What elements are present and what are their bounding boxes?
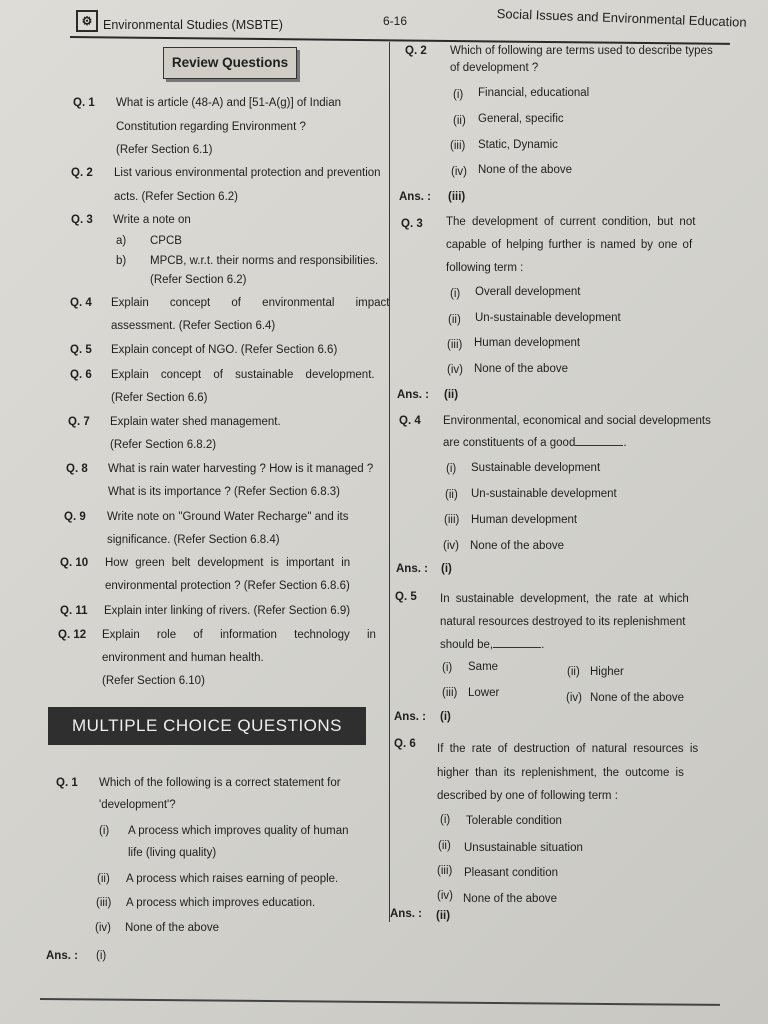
mcq-q3-line3: following term : xyxy=(446,262,524,274)
mcq-q4-blank-end: . xyxy=(623,437,627,449)
page-header xyxy=(0,0,768,40)
mcq-q4-blank xyxy=(575,435,623,446)
mcq-q2-number: Q. 2 xyxy=(405,45,427,57)
mcq-q2-option3-num: (iii) xyxy=(450,140,466,152)
review-q3-sub-b-label: b) xyxy=(116,255,127,267)
mcq-q5-option4-num: (iv) xyxy=(566,692,582,704)
review-q12-line1: Explain role of information technology in xyxy=(102,629,376,641)
review-q12-number: Q. 12 xyxy=(58,629,87,641)
mcq-q6-option1-text: Tolerable condition xyxy=(466,815,562,827)
mcq-q5-option1-num: (i) xyxy=(442,662,453,674)
mcq-q6-option2-text: Unsustainable situation xyxy=(464,842,583,854)
mcq-q6-answer-label: Ans. : xyxy=(390,908,422,920)
mcq-q1-option4-num: (iv) xyxy=(95,922,111,934)
mcq-q3-number: Q. 3 xyxy=(401,218,423,230)
mcq-q6-number: Q. 6 xyxy=(394,738,416,750)
review-q9-number: Q. 9 xyxy=(64,511,86,523)
mcq-q5-number: Q. 5 xyxy=(395,591,417,603)
mcq-q6-line3: described by one of following term : xyxy=(437,790,618,802)
mcq-q6-option3-text: Pleasant condition xyxy=(464,867,558,879)
mcq-q2-option4-text: None of the above xyxy=(478,164,572,176)
review-q3-sub-b-text: MPCB, w.r.t. their norms and responsibilities. xyxy=(150,255,379,267)
review-q2-line2: acts. (Refer Section 6.2) xyxy=(114,191,238,203)
mcq-q3-option1-text: Overall development xyxy=(475,286,581,298)
publisher-logo-icon: ⚙ xyxy=(76,10,98,32)
review-q6-line1: Explain concept of sustainable development. xyxy=(111,369,375,381)
review-q12-line2: environment and human health. xyxy=(102,652,264,664)
review-q4-line1: Explain concept of environmental impact xyxy=(111,297,390,309)
mcq-section-title: MULTIPLE CHOICE QUESTIONS xyxy=(71,716,343,735)
review-q3-line1: Write a note on xyxy=(113,214,191,226)
review-questions-title: Review Questions xyxy=(171,55,289,70)
mcq-q2-option2-num: (ii) xyxy=(453,115,466,127)
review-q5-number: Q. 5 xyxy=(70,344,92,356)
column-divider xyxy=(389,42,390,922)
review-q7-line2: (Refer Section 6.8.2) xyxy=(110,439,217,451)
mcq-q4-line1: Environmental, economical and social developments xyxy=(443,415,711,427)
mcq-q1-number: Q. 1 xyxy=(56,777,78,789)
review-questions-box xyxy=(163,47,297,79)
mcq-q2-answer: (iii) xyxy=(448,191,466,203)
mcq-q5-line1: In sustainable development, the rate at which xyxy=(440,593,689,605)
mcq-q6-option2-num: (ii) xyxy=(438,840,451,852)
review-q6-line2: (Refer Section 6.6) xyxy=(111,392,208,404)
mcq-q2-option3-text: Static, Dynamic xyxy=(478,139,558,151)
mcq-q4-option4-text: None of the above xyxy=(470,540,564,552)
mcq-q4-answer: (i) xyxy=(441,563,452,575)
mcq-q6-answer: (ii) xyxy=(436,910,451,922)
mcq-q3-line1: The development of current condition, but not xyxy=(446,216,696,228)
mcq-q2-line2: of development ? xyxy=(450,62,539,74)
mcq-q6-option4-text: None of the above xyxy=(463,893,557,905)
mcq-q5-option3-text: Lower xyxy=(468,687,500,699)
mcq-q3-option3-text: Human development xyxy=(474,337,581,349)
review-q3-sub-a-text: CPCB xyxy=(150,235,182,247)
mcq-q5-option2-num: (ii) xyxy=(567,666,580,678)
mcq-q4-option1-text: Sustainable development xyxy=(471,462,601,474)
review-q8-line1: What is rain water harvesting ? How is it managed ? xyxy=(108,463,374,475)
mcq-q5-answer: (i) xyxy=(440,711,451,723)
review-q9-line1: Write note on "Ground Water Recharge" and its xyxy=(107,511,349,523)
mcq-q1-option2-num: (ii) xyxy=(97,873,110,885)
mcq-q4-option2-text: Un-sustainable development xyxy=(471,488,617,500)
review-q11-number: Q. 11 xyxy=(60,605,88,617)
review-q1-line2: Constitution regarding Environment ? xyxy=(116,121,306,133)
mcq-q2-option1-num: (i) xyxy=(453,89,464,101)
review-q5-line1: Explain concept of NGO. (Refer Section 6.6) xyxy=(111,344,338,356)
mcq-q3-option1-num: (i) xyxy=(450,288,461,300)
mcq-q1-option3-num: (iii) xyxy=(96,897,112,909)
mcq-q5-option3-num: (iii) xyxy=(442,687,458,699)
mcq-q5-option1-text: Same xyxy=(468,661,499,673)
review-q7-line1: Explain water shed management. xyxy=(110,416,281,428)
review-q7-number: Q. 7 xyxy=(68,416,90,428)
mcq-q3-option4-num: (iv) xyxy=(447,364,463,376)
review-q3-sub-a-label: a) xyxy=(116,235,127,247)
mcq-q4-answer-label: Ans. : xyxy=(396,563,428,575)
review-q3-tail: (Refer Section 6.2) xyxy=(150,274,247,286)
mcq-q2-line1: Which of following are terms used to describe types xyxy=(450,45,713,57)
review-q4-line2: assessment. (Refer Section 6.4) xyxy=(111,320,276,332)
mcq-q6-line2: higher than its replenishment, the outcome is xyxy=(437,767,684,779)
mcq-q6-option3-num: (iii) xyxy=(437,865,453,877)
review-q6-number: Q. 6 xyxy=(70,369,92,381)
mcq-q1-option4-text: None of the above xyxy=(125,922,219,934)
mcq-q1-option3-text: A process which improves education. xyxy=(126,897,316,909)
review-q12-line3: (Refer Section 6.10) xyxy=(102,675,205,687)
review-q1-line3: (Refer Section 6.1) xyxy=(116,144,213,156)
mcq-q1-option1-line2: life (living quality) xyxy=(128,847,217,859)
review-q8-number: Q. 8 xyxy=(66,463,88,475)
mcq-q1-line2: 'development'? xyxy=(99,799,176,811)
mcq-q4-option4-num: (iv) xyxy=(443,540,459,552)
page-number: 6-16 xyxy=(383,14,408,28)
review-q2-number: Q. 2 xyxy=(71,167,93,179)
mcq-q6-option4-num: (iv) xyxy=(437,890,453,902)
review-q3-number: Q. 3 xyxy=(71,214,93,226)
mcq-q1-option2-text: A process which raises earning of people. xyxy=(126,873,339,885)
mcq-q4-option2-num: (ii) xyxy=(445,489,458,501)
mcq-q4-option3-num: (iii) xyxy=(444,514,460,526)
mcq-q1-option1-num: (i) xyxy=(99,825,110,837)
mcq-q3-option2-text: Un-sustainable development xyxy=(475,312,621,324)
mcq-q4-line2 xyxy=(443,432,627,455)
mcq-q4-option1-num: (i) xyxy=(446,463,457,475)
mcq-q3-option4-text: None of the above xyxy=(474,363,568,375)
book-title: Environmental Studies (MSBTE) xyxy=(103,18,283,32)
mcq-q4-line2-text: are constituents of a good xyxy=(443,437,576,449)
footer-rule xyxy=(40,998,720,1006)
mcq-q2-option2-text: General, specific xyxy=(478,113,564,125)
review-q10-line1: How green belt development is important in xyxy=(105,557,351,569)
review-q9-line2: significance. (Refer Section 6.8.4) xyxy=(107,534,280,546)
mcq-q3-option2-num: (ii) xyxy=(448,314,461,326)
mcq-q2-option1-text: Financial, educational xyxy=(478,87,590,99)
mcq-q3-option3-num: (iii) xyxy=(447,339,463,351)
mcq-q4-number: Q. 4 xyxy=(399,415,421,427)
mcq-q4-option3-text: Human development xyxy=(471,514,578,526)
review-q1-line1: What is article (48-A) and [51-A(g)] of Indian xyxy=(116,97,341,109)
mcq-q1-option1-line1: A process which improves quality of human xyxy=(128,825,349,837)
mcq-q5-option2-text: Higher xyxy=(590,666,624,678)
chapter-title: Social Issues and Environmental Education xyxy=(496,6,747,30)
mcq-q2-option4-num: (iv) xyxy=(451,166,467,178)
mcq-q1-answer-label: Ans. : xyxy=(46,950,78,962)
mcq-q3-line2: capable of helping further is named by one of xyxy=(446,239,693,251)
mcq-q2-answer-label: Ans. : xyxy=(399,191,431,203)
mcq-q5-blank xyxy=(493,637,541,648)
mcq-q5-line3 xyxy=(440,634,544,657)
review-q11-line1: Explain inter linking of rivers. (Refer Section 6.9) xyxy=(104,605,351,617)
mcq-q6-line1: If the rate of destruction of natural resources is xyxy=(437,743,699,755)
mcq-q6-option1-num: (i) xyxy=(440,814,451,826)
mcq-q1-line1: Which of the following is a correct statement for xyxy=(99,777,341,789)
mcq-q5-blank-end: . xyxy=(541,639,545,651)
mcq-q3-answer: (ii) xyxy=(444,389,459,401)
mcq-q3-answer-label: Ans. : xyxy=(397,389,429,401)
mcq-q5-answer-label: Ans. : xyxy=(394,711,426,723)
mcq-section-banner xyxy=(48,707,366,745)
review-q10-line2: environmental protection ? (Refer Section 6.8.6) xyxy=(105,580,350,592)
review-q4-number: Q. 4 xyxy=(70,297,92,309)
review-q2-line1: List various environmental protection and prevention xyxy=(114,167,381,179)
mcq-q5-line3-text: should be, xyxy=(440,639,494,651)
review-q1-number: Q. 1 xyxy=(73,97,95,109)
review-q10-number: Q. 10 xyxy=(60,557,89,569)
mcq-q5-line2: natural resources destroyed to its replenishment xyxy=(440,616,686,628)
mcq-q5-option4-text: None of the above xyxy=(590,692,684,704)
mcq-q1-answer: (i) xyxy=(96,950,107,962)
review-q8-line2: What is its importance ? (Refer Section 6.8.3) xyxy=(108,486,341,498)
